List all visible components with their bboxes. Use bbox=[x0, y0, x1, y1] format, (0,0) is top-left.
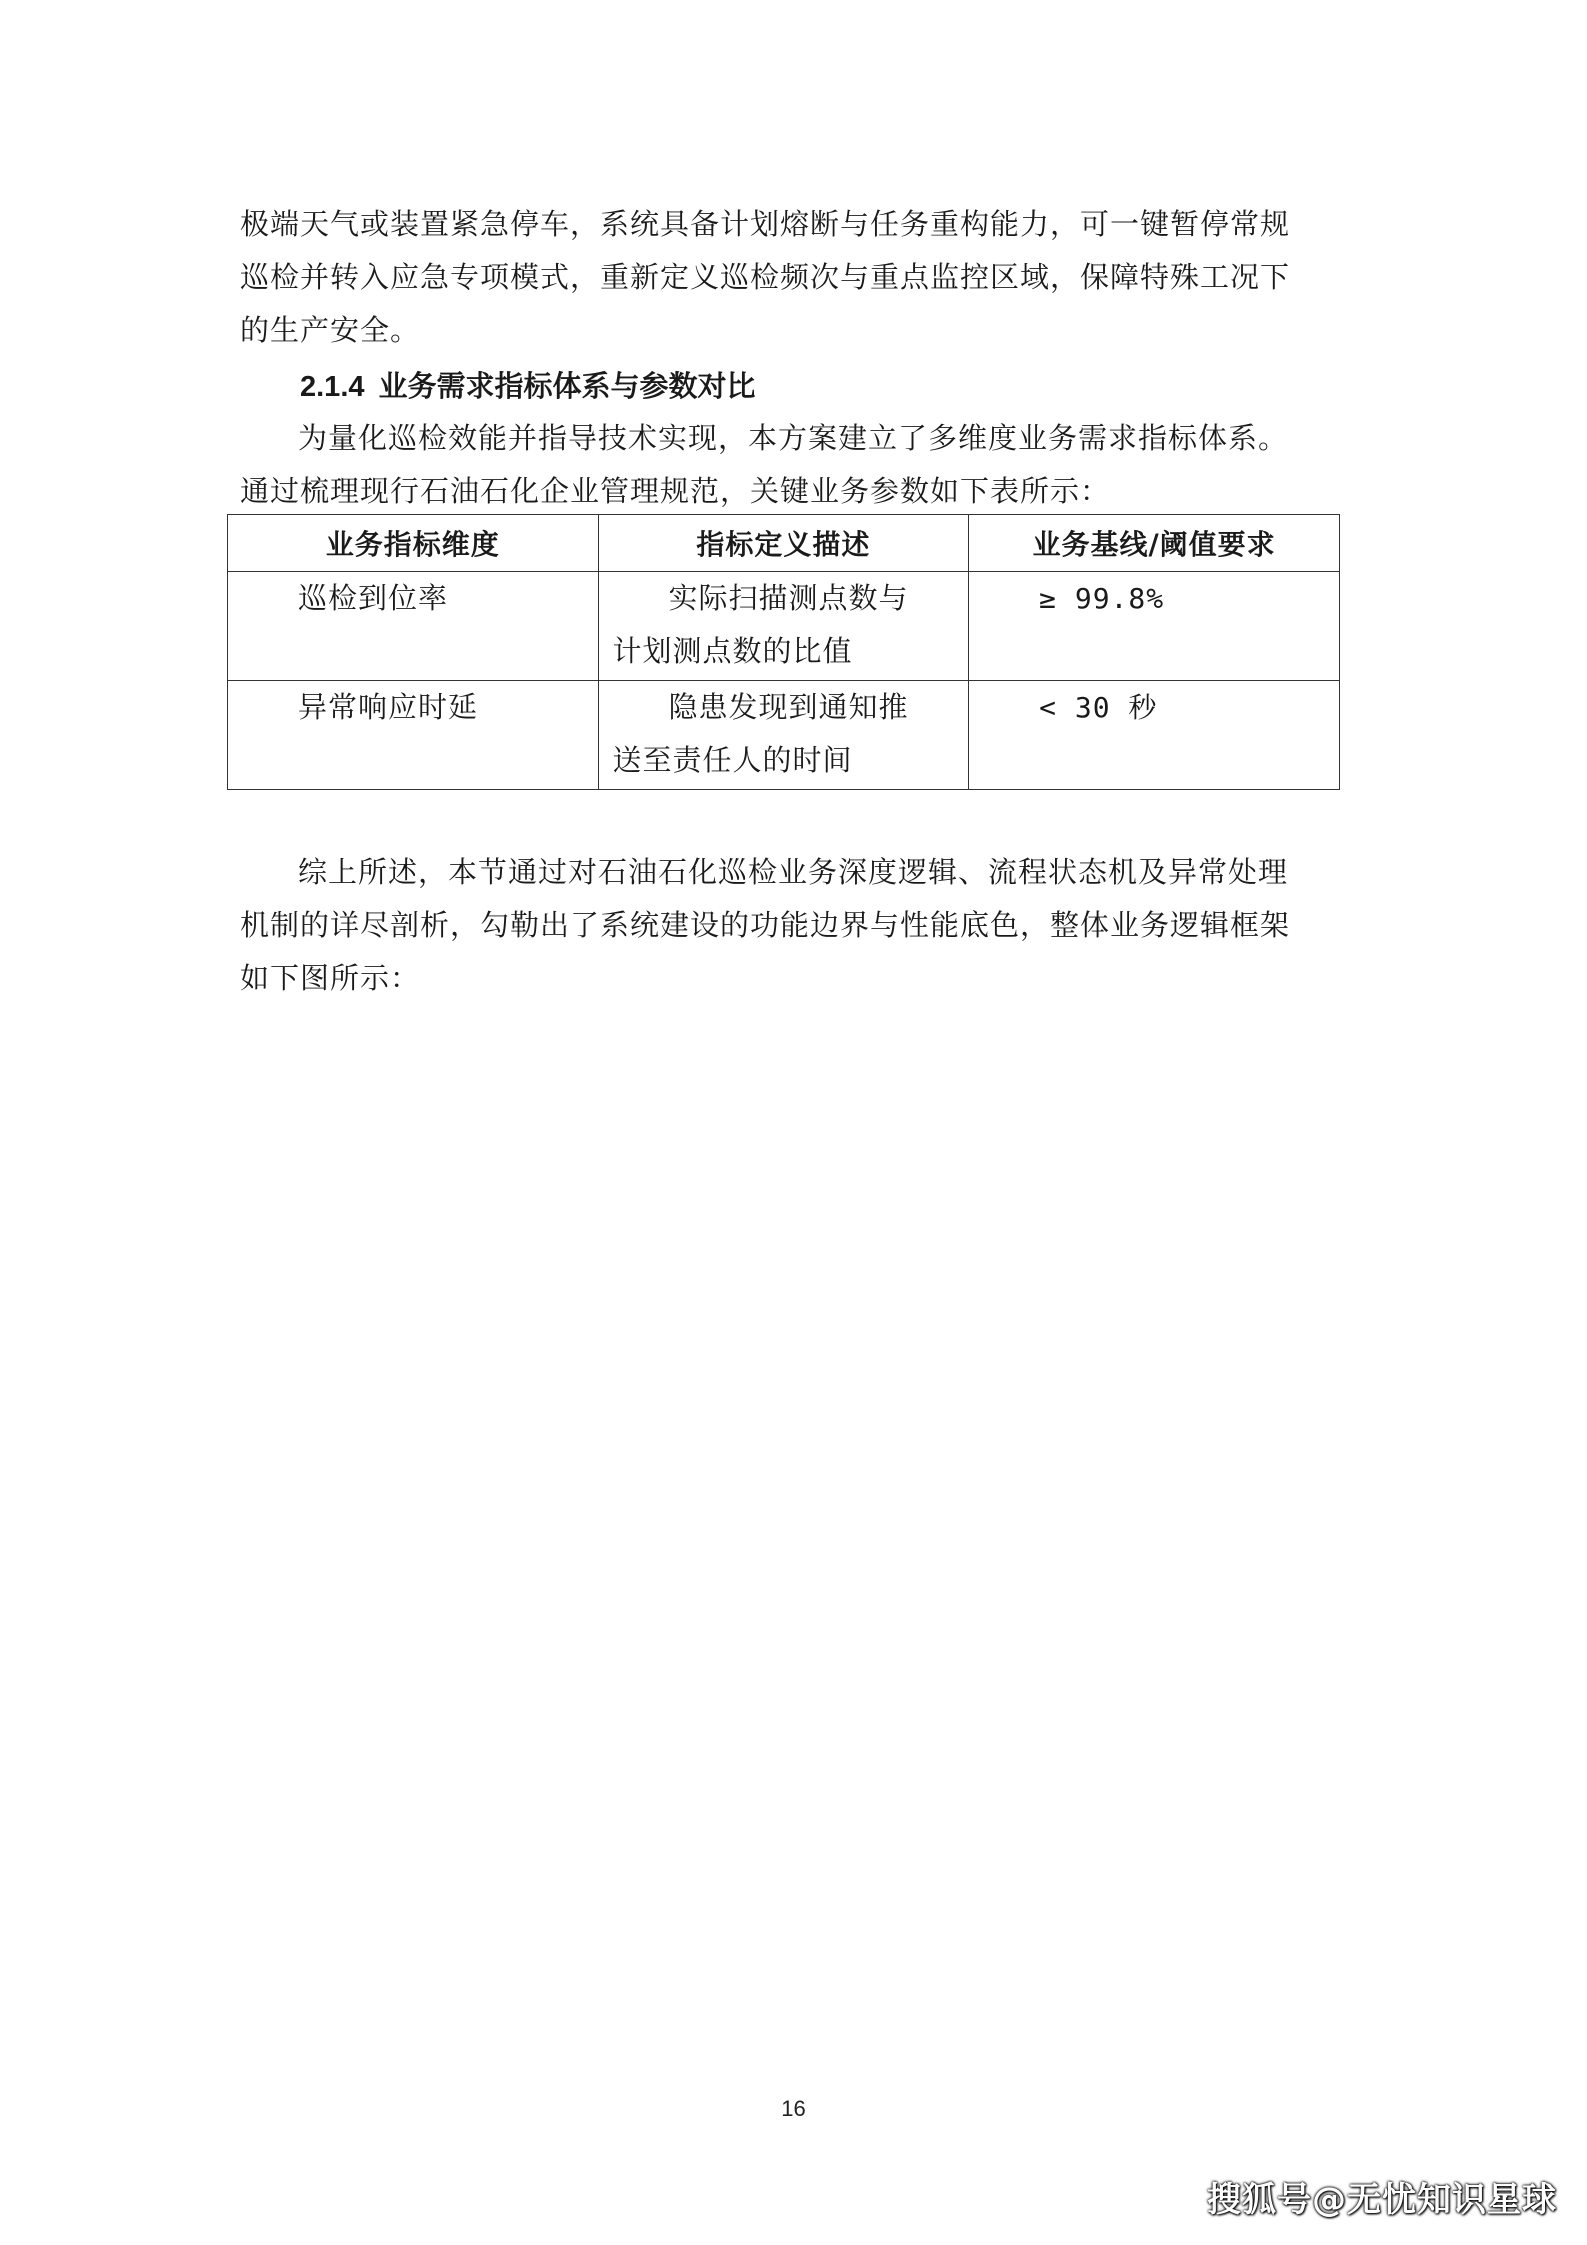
section-title: 业务需求指标体系与参数对比 bbox=[378, 369, 756, 403]
paragraph-line: 通过梳理现行石油石化企业管理规范，关键业务参数如下表所示： bbox=[240, 474, 1111, 508]
table-row bbox=[228, 572, 1340, 681]
cell-definition bbox=[598, 681, 969, 790]
paragraph-metrics-intro bbox=[240, 412, 1350, 518]
cell-baseline-text: < 30 秒 bbox=[1039, 691, 1158, 724]
section-heading bbox=[300, 362, 756, 411]
table-header-row bbox=[228, 515, 1340, 572]
paragraph-line: 为量化巡检效能并指导技术实现，本方案建立了多维度业务需求指标体系。 bbox=[298, 421, 1289, 455]
paragraph-line: 极端天气或装置紧急停车，系统具备计划熔断与任务重构能力，可一键暂停常规 bbox=[240, 207, 1291, 241]
header-dimension: 业务指标维度 bbox=[228, 515, 599, 572]
paragraph-line: 机制的详尽剖析，勾勒出了系统建设的功能边界与性能底色，整体业务逻辑框架 bbox=[240, 908, 1291, 942]
cell-dimension bbox=[228, 681, 599, 790]
cell-definition-line: 送至责任人的时间 bbox=[612, 743, 853, 777]
paragraph-line: 巡检并转入应急专项模式，重新定义巡检频次与重点监控区域，保障特殊工况下 bbox=[240, 260, 1291, 294]
paragraph-line: 综上所述，本节通过对石油石化巡检业务深度逻辑、流程状态机及异常处理 bbox=[298, 855, 1289, 889]
cell-dimension-text: 异常响应时延 bbox=[298, 690, 479, 724]
header-baseline: 业务基线/阈值要求 bbox=[969, 515, 1340, 572]
section-number: 2.1.4 bbox=[300, 371, 365, 403]
metrics-table bbox=[227, 514, 1340, 790]
cell-definition-line: 实际扫描测点数与 bbox=[668, 581, 909, 615]
paragraph-summary bbox=[240, 846, 1350, 1005]
cell-definition-line: 计划测点数的比值 bbox=[612, 634, 853, 668]
cell-definition-line: 隐患发现到通知推 bbox=[668, 690, 909, 724]
paragraph-line: 如下图所示： bbox=[240, 961, 421, 995]
cell-definition bbox=[598, 572, 969, 681]
cell-baseline bbox=[969, 572, 1340, 681]
cell-baseline bbox=[969, 681, 1340, 790]
cell-dimension bbox=[228, 572, 599, 681]
watermark: 搜狐号@无忧知识星球 bbox=[1207, 2180, 1557, 2220]
table-row bbox=[228, 681, 1340, 790]
page-number: 16 bbox=[781, 2096, 806, 2121]
paragraph-emergency-mode bbox=[240, 198, 1350, 357]
cell-dimension-text: 巡检到位率 bbox=[298, 581, 449, 615]
header-definition: 指标定义描述 bbox=[598, 515, 969, 572]
paragraph-line: 的生产安全。 bbox=[240, 313, 421, 347]
cell-baseline-text: ≥ 99.8% bbox=[1039, 582, 1165, 615]
